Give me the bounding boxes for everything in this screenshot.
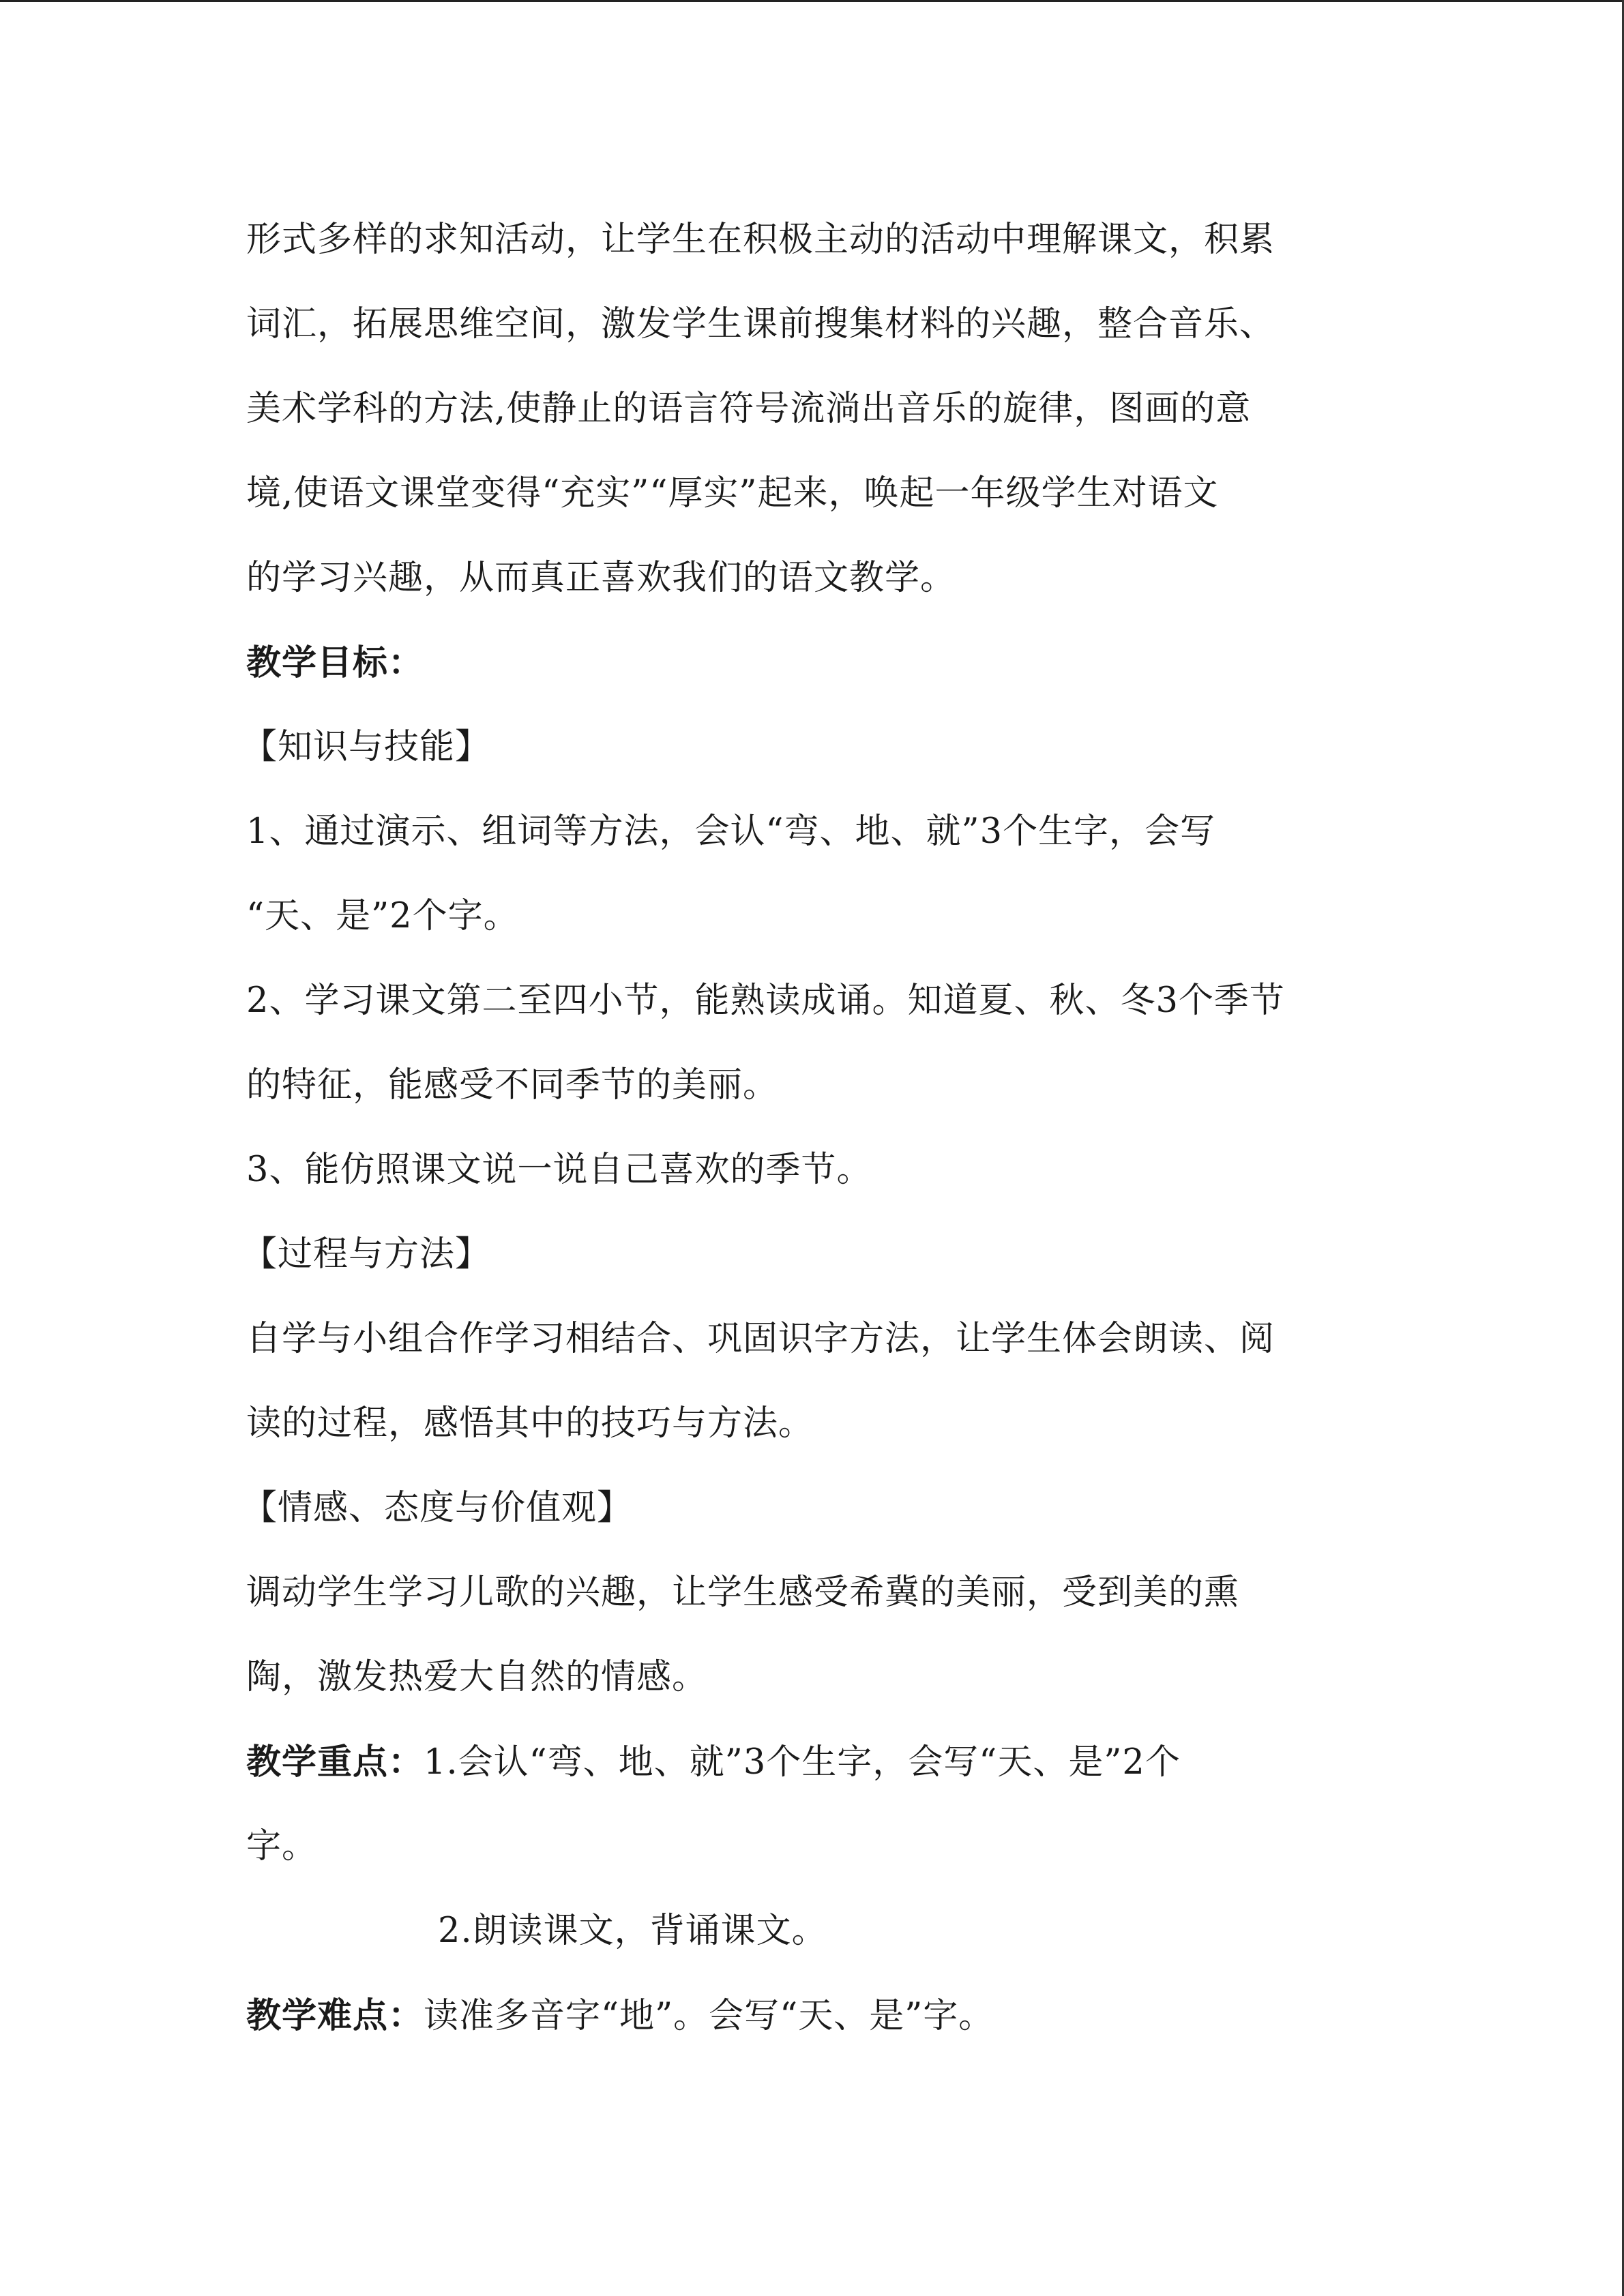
knowledge-list: [246, 790, 1378, 1212]
process-line: 读的过程，感悟其中的技巧与方法。: [246, 1403, 814, 1444]
intro-line: 词汇，拓展思维空间，激发学生课前搜集材料的兴趣，整合音乐、: [246, 304, 1275, 344]
key-points-continuation: 字。: [246, 1826, 318, 1866]
intro-line: 境,使语文课堂变得“充实”“厚实”起来，唤起一年级学生对语文: [246, 473, 1219, 513]
difficulties-label: 教学难点：: [246, 1995, 424, 2036]
emotion-line: 调动学生学习儿歌的兴趣，让学生感受希冀的美丽，受到美的熏: [246, 1572, 1240, 1613]
objectives-heading: 教学目标：: [246, 642, 424, 683]
top-border: [0, 0, 1624, 2]
key-points-line: [246, 1720, 1378, 1804]
difficulties-text: 读准多音字“地”。会写“天、是”字。: [424, 1996, 994, 2036]
process-heading: 【过程与方法】: [242, 1234, 491, 1274]
intro-line: 的学习兴趣，从而真正喜欢我们的语文教学。: [246, 558, 956, 598]
process-line: 自学与小组合作学习相结合、巩固识字方法，让学生体会朗读、阅: [246, 1319, 1275, 1359]
emotion-line: 陶，激发热爱大自然的情感。: [246, 1657, 708, 1697]
intro-line: 美术学科的方法,使静止的语言符号流淌出音乐的旋律，图画的意: [246, 389, 1252, 429]
emotion-paragraph: [246, 1551, 1378, 1720]
key-points-item-2: 2.朗读课文，背诵课文。: [438, 1911, 827, 1951]
knowledge-line: 2、学习课文第二至四小节，能熟读成诵。知道夏、秋、冬3个季节: [246, 981, 1285, 1021]
knowledge-line: 3、能仿照课文说一说自己喜欢的季节。: [246, 1150, 872, 1190]
knowledge-heading: 【知识与技能】: [242, 727, 491, 767]
knowledge-line: 的特征，能感受不同季节的美丽。: [246, 1065, 779, 1105]
intro-line: 形式多样的求知活动，让学生在积极主动的活动中理解课文，积累: [246, 220, 1275, 260]
knowledge-line: “天、是”2个字。: [246, 896, 519, 936]
document-page: [242, 198, 1378, 2058]
emotion-heading: 【情感、态度与价值观】: [242, 1488, 633, 1528]
key-points-section: [246, 1720, 1378, 1973]
knowledge-line: 1、通过演示、组词等方法，会认“弯、地、就”3个生字，会写: [246, 811, 1216, 852]
intro-paragraph: [246, 198, 1378, 621]
key-points-label: 教学重点：: [246, 1742, 424, 1783]
process-paragraph: [246, 1297, 1378, 1466]
key-points-item-1: 1.会认“弯、地、就”3个生字，会写“天、是”2个: [424, 1742, 1181, 1783]
difficulties-line: [246, 1973, 1378, 2058]
